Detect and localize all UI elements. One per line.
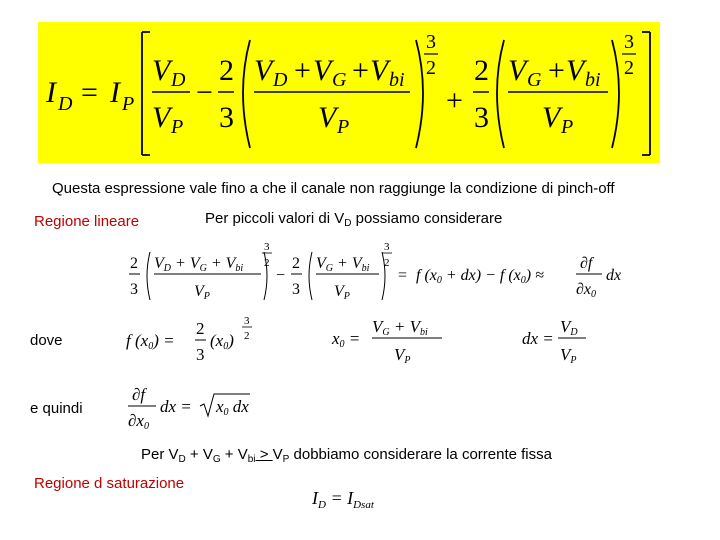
svg-text:∂f: ∂f — [580, 255, 593, 272]
svg-text:3: 3 — [624, 31, 634, 53]
svg-text:P: P — [122, 93, 135, 115]
main-formula — [38, 22, 660, 163]
svg-text:3: 3 — [196, 345, 205, 364]
dx-definition — [520, 314, 600, 370]
svg-text:P: P — [171, 116, 184, 138]
svg-text:VG + Vbi: VG + Vbi — [372, 317, 428, 338]
validity-note: Questa espressione vale fino a che il canale non raggiunge la condizione di pinch-off — [52, 180, 615, 197]
svg-text:2: 2 — [244, 330, 250, 342]
svg-text:V: V — [542, 101, 561, 134]
svg-text:∂x0: ∂x0 — [128, 411, 149, 432]
svg-text:bi: bi — [585, 69, 601, 91]
svg-text:V: V — [254, 54, 273, 87]
svg-text:VP: VP — [194, 283, 210, 302]
svg-text:−: − — [276, 267, 286, 284]
svg-text:VP: VP — [560, 345, 577, 366]
svg-text:3: 3 — [426, 31, 436, 53]
svg-text:+: + — [548, 54, 565, 87]
svg-text:=: = — [81, 76, 98, 109]
svg-text:3: 3 — [474, 101, 489, 134]
svg-text:I: I — [110, 76, 120, 109]
main-formula-highlight — [38, 22, 660, 163]
svg-text:V: V — [313, 54, 332, 87]
svg-text:=: = — [398, 267, 408, 284]
svg-text:−: − — [196, 76, 213, 109]
svg-text:I: I — [46, 76, 56, 109]
small-values-note: Per piccoli valori di $V_D$ possiamo considerare — [205, 210, 503, 229]
svg-text:dx =: dx = — [522, 329, 554, 348]
svg-text:VP: VP — [334, 283, 350, 302]
svg-text:f (x0 + dx) − f (x0) ≈: f (x0 + dx) − f (x0) ≈ — [416, 267, 544, 286]
svg-text:VD + VG + Vbi: VD + VG + Vbi — [154, 255, 244, 274]
svg-text:dx: dx — [606, 267, 622, 284]
saturation-current-formula — [310, 484, 420, 516]
svg-text:D: D — [273, 69, 288, 91]
svg-text:2: 2 — [196, 319, 205, 338]
svg-text:2: 2 — [130, 255, 138, 272]
svg-text:+: + — [294, 54, 311, 87]
svg-text:P: P — [337, 116, 350, 138]
svg-text:f (x0) =: f (x0) = — [126, 331, 175, 352]
svg-text:2: 2 — [219, 54, 234, 87]
svg-text:2: 2 — [292, 255, 300, 272]
svg-text:V: V — [566, 54, 585, 87]
svg-text:x0 =: x0 = — [332, 329, 361, 350]
svg-text:V: V — [152, 101, 171, 134]
svg-text:V: V — [152, 54, 171, 87]
svg-text:3: 3 — [292, 281, 300, 298]
svg-text:∂f: ∂f — [132, 385, 146, 404]
svg-text:2: 2 — [264, 257, 270, 269]
svg-text:3: 3 — [219, 101, 234, 134]
linear-region-label: Regione lineare — [34, 213, 140, 230]
quindi-label: e quindi — [30, 400, 83, 417]
svg-text:ID = IDsat: $I_D = I_{Dsat}$ — [312, 488, 374, 511]
svg-text:2: 2 — [474, 54, 489, 87]
svg-text:G: G — [332, 69, 347, 91]
x0-definition — [330, 314, 450, 370]
linear-approximation-formula — [126, 236, 626, 306]
svg-text:x0 dx: x0 dx — [216, 397, 249, 418]
svg-text:2: 2 — [426, 57, 436, 79]
svg-text:D: D — [171, 69, 186, 91]
f-x0-definition — [124, 312, 274, 372]
svg-text:VG + Vbi: VG + Vbi — [316, 255, 370, 274]
svg-text:bi: bi — [389, 69, 405, 91]
svg-text:dx =: dx = — [160, 397, 192, 416]
svg-text:V: V — [370, 54, 389, 87]
svg-text:V: V — [318, 101, 337, 134]
saturation-condition: Per $V_D + V_G + V_{bi} > V_P$ dobbiamo considerare la corrente fissa — [141, 446, 552, 465]
svg-text:P: P — [561, 116, 574, 138]
svg-text:G: G — [527, 69, 542, 91]
saturation-region-label: Regione d saturazione — [34, 475, 185, 492]
svg-text:2: 2 — [624, 57, 634, 79]
svg-text:(x0): (x0) — [210, 331, 234, 352]
svg-text:3: 3 — [244, 315, 250, 327]
svg-text:3: 3 — [384, 241, 390, 253]
derivative-result — [124, 384, 254, 432]
svg-text:D: D — [58, 93, 73, 115]
svg-text:∂x0: ∂x0 — [576, 281, 597, 300]
svg-text:+: + — [352, 54, 369, 87]
svg-text:V: V — [508, 54, 527, 87]
svg-text:3: 3 — [130, 281, 138, 298]
svg-text:3: 3 — [264, 241, 270, 253]
svg-text:VP: VP — [394, 345, 411, 366]
dove-label: dove — [30, 332, 63, 349]
svg-text:VD: VD — [560, 317, 578, 338]
svg-text:+: + — [446, 84, 463, 117]
svg-text:2: 2 — [384, 257, 390, 269]
